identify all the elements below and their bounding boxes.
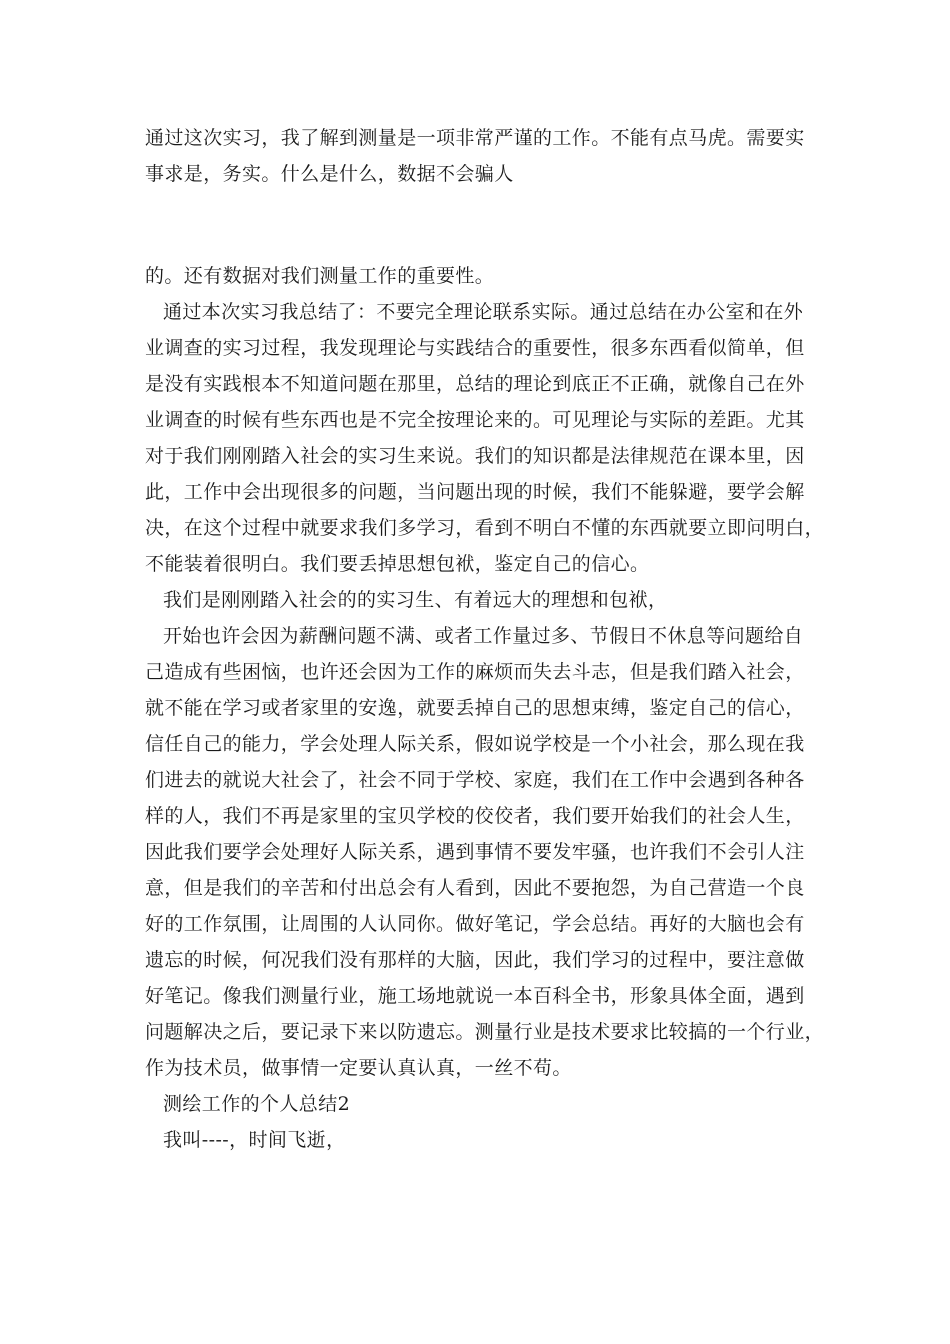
paragraph-line: 的。还有数据对我们测量工作的重要性。: [145, 265, 495, 287]
paragraph-line: 事求是，务实。什么是什么，数据不会骗人: [145, 163, 514, 185]
section-heading: 测绘工作的个人总结2: [163, 1093, 351, 1115]
paragraph-line: 好笔记。像我们测量行业，施工场地就说一本百科全书，形象具体全面，遇到: [145, 985, 805, 1007]
paragraph-line: 通过本次实习我总结了：不要完全理论联系实际。通过总结在办公室和在外: [163, 301, 804, 323]
paragraph-line: 业调查的时候有些东西也是不完全按理论来的。可见理论与实际的差距。尤其: [145, 409, 805, 431]
paragraph-line: 样的人，我们不再是家里的宝贝学校的佼佼者，我们要开始我们的社会人生，: [145, 805, 805, 827]
paragraph-line: 就不能在学习或者家里的安逸，就要丢掉自己的思想束缚，鉴定自己的信心，: [145, 697, 805, 719]
paragraph-line: 作为技术员，做事情一定要认真认真，一丝不苟。: [145, 1057, 572, 1079]
paragraph-line: 因此我们要学会处理好人际关系，遇到事情不要发牢骚，也许我们不会引人注: [145, 841, 805, 863]
paragraph-line: 们进去的就说大社会了，社会不同于学校、家庭，我们在工作中会遇到各种各: [145, 769, 805, 791]
paragraph-line: 开始也许会因为薪酬问题不满、或者工作量过多、节假日不休息等问题给自: [163, 625, 804, 647]
paragraph-line: 我们是刚刚踏入社会的的实习生、有着远大的理想和包袱，: [163, 589, 668, 611]
paragraph-line: 信任自己的能力，学会处理人际关系，假如说学校是一个小社会，那么现在我: [145, 733, 805, 755]
paragraph-line: 对于我们刚刚踏入社会的实习生来说。我们的知识都是法律规范在课本里，因: [145, 445, 805, 467]
paragraph-line: 问题解决之后，要记录下来以防遗忘。测量行业是技术要求比较搞的一个行业，: [145, 1021, 825, 1043]
paragraph-line: 遗忘的时候，何况我们没有那样的大脑，因此，我们学习的过程中，要注意做: [145, 949, 805, 971]
paragraph-line: 意，但是我们的辛苦和付出总会有人看到，因此不要抱怨，为自己营造一个良: [145, 877, 805, 899]
paragraph-line: 我叫----，时间飞逝，: [163, 1129, 346, 1151]
paragraph-line: 通过这次实习，我了解到测量是一项非常严谨的工作。不能有点马虎。需要实: [145, 127, 805, 149]
paragraph-line: 己造成有些困恼，也许还会因为工作的麻烦而失去斗志，但是我们踏入社会，: [145, 661, 805, 683]
paragraph-line: 好的工作氛围，让周围的人认同你。做好笔记，学会总结。再好的大脑也会有: [145, 913, 805, 935]
paragraph-line: 是没有实践根本不知道问题在那里，总结的理论到底正不正确，就像自己在外: [145, 373, 805, 395]
paragraph-line: 决，在这个过程中就要求我们多学习，看到不明白不懂的东西就要立即问明白，: [145, 517, 825, 539]
paragraph-line: 不能装着很明白。我们要丢掉思想包袱，鉴定自己的信心。: [145, 553, 650, 575]
paragraph-line: 业调查的实习过程，我发现理论与实践结合的重要性，很多东西看似简单，但: [145, 337, 805, 359]
paragraph-line: 此，工作中会出现很多的问题，当问题出现的时候，我们不能躲避，要学会解: [145, 481, 805, 503]
